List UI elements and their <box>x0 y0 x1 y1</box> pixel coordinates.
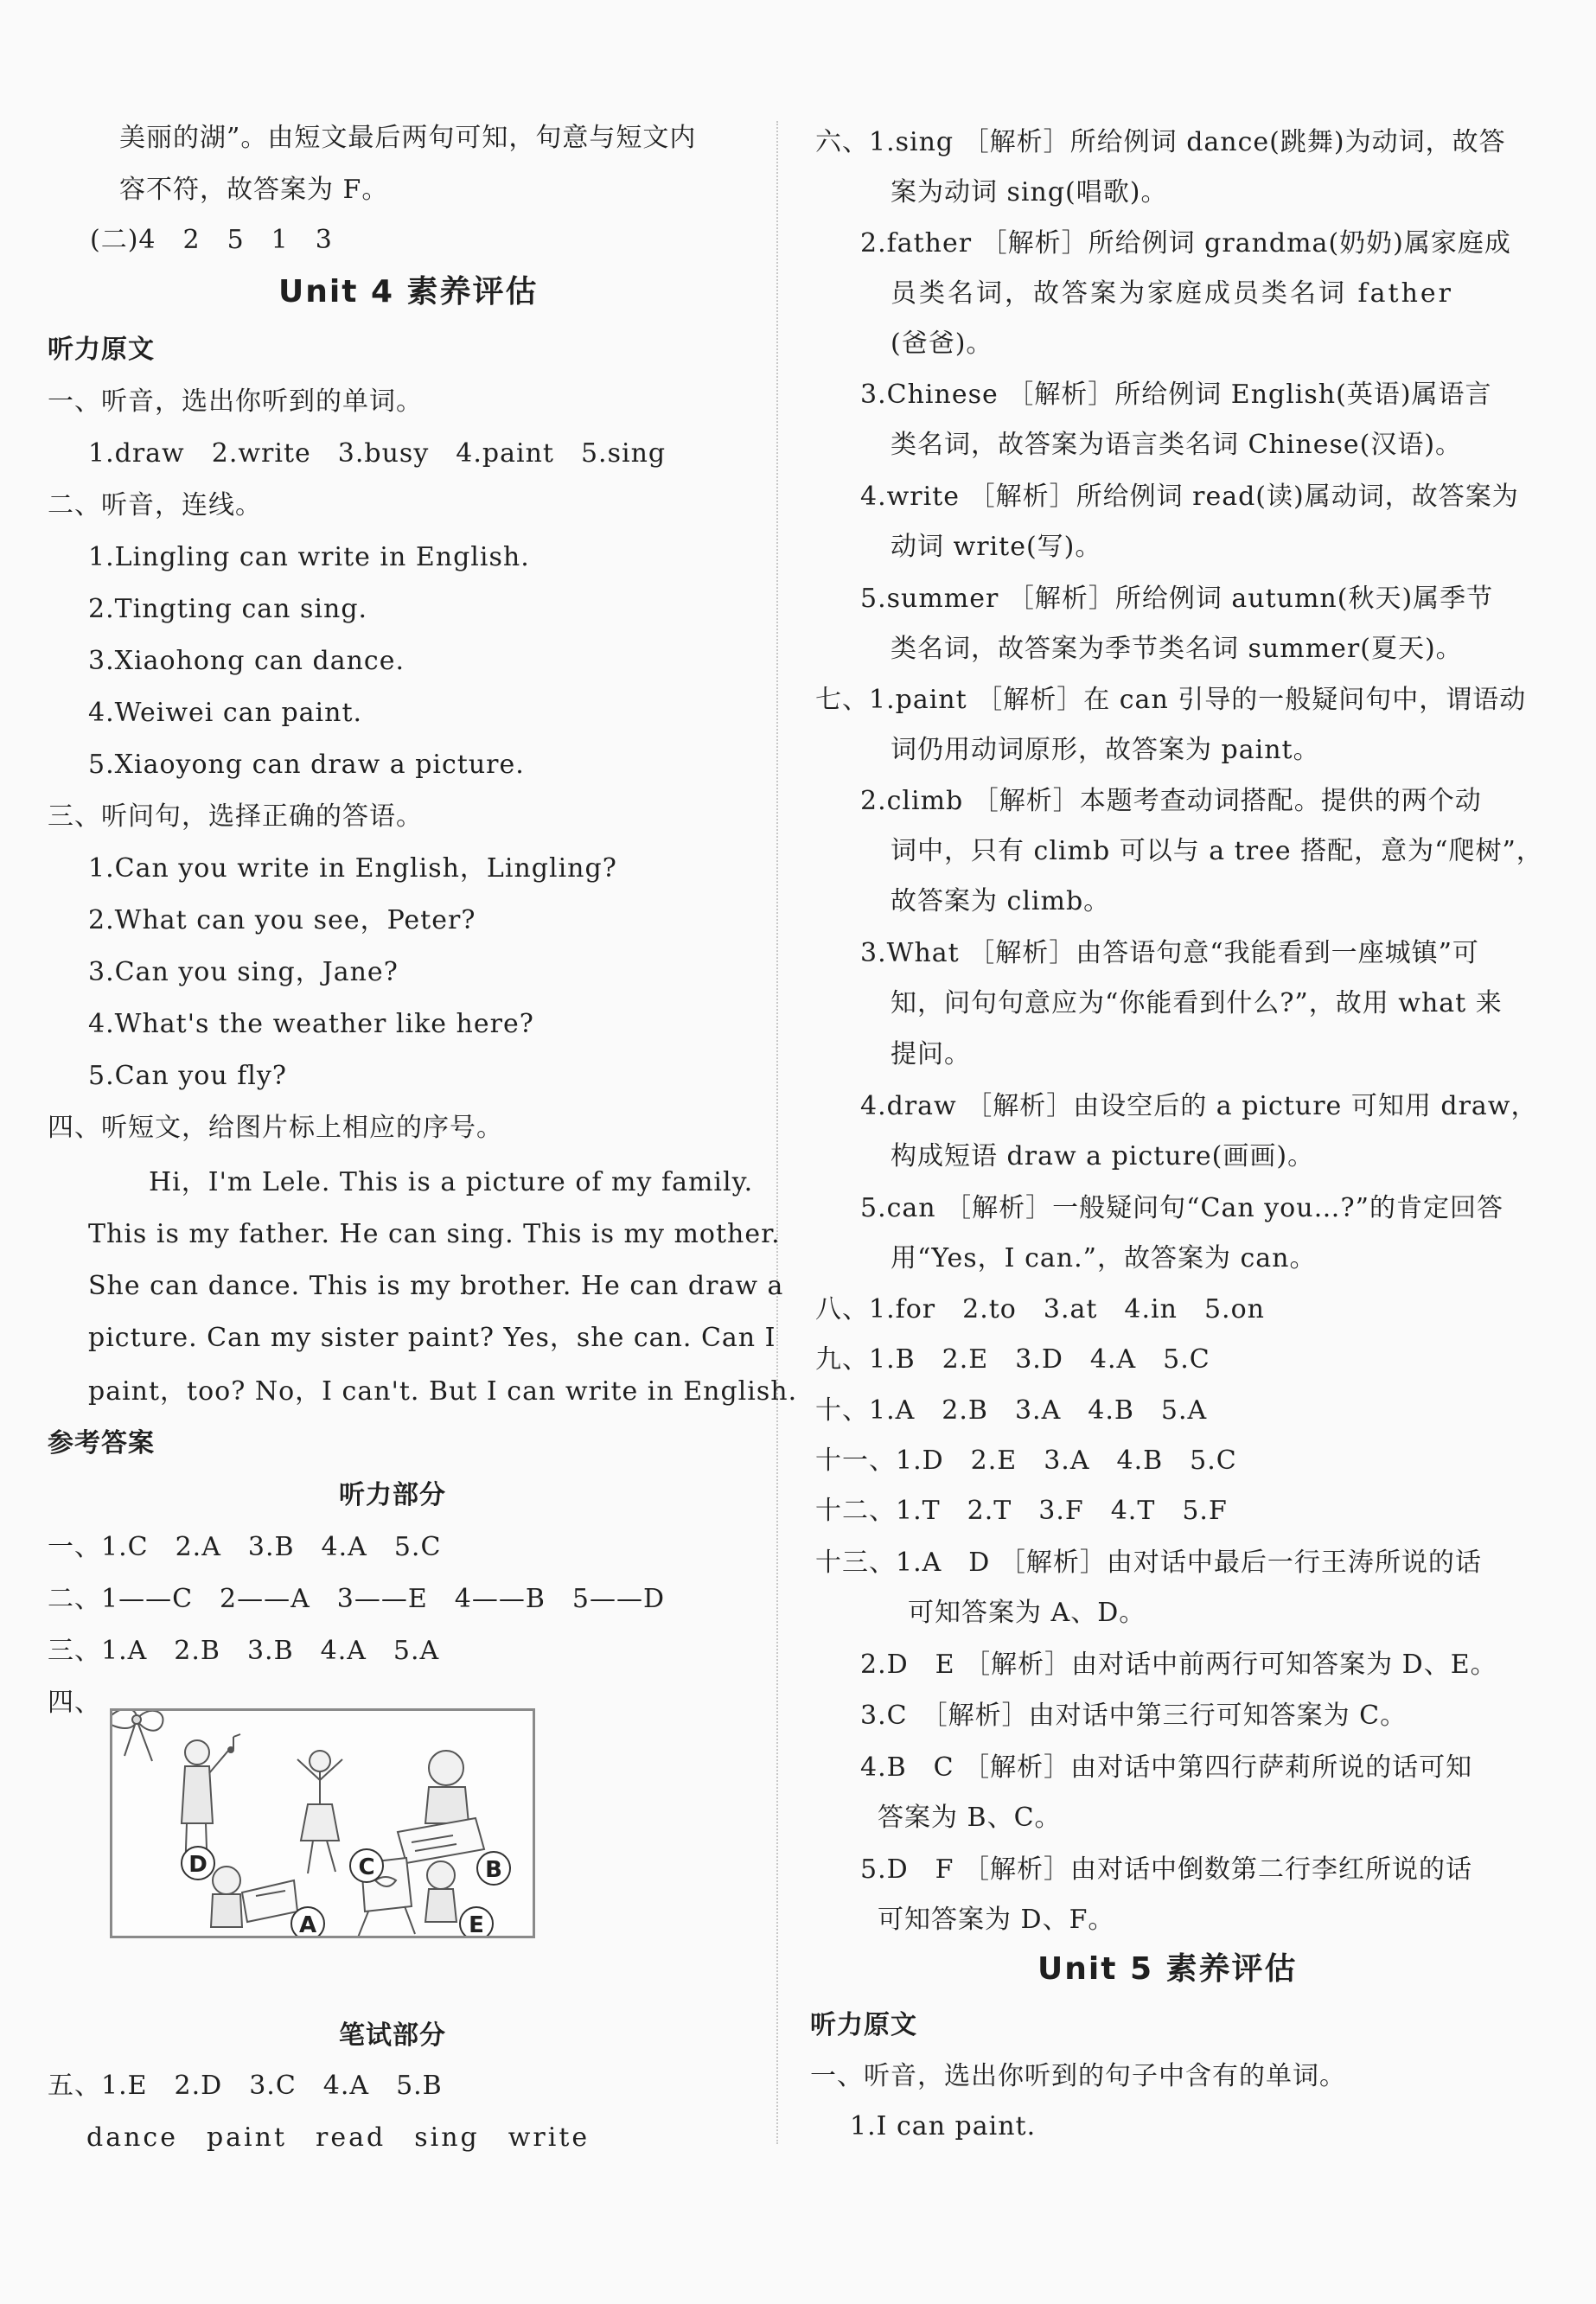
answer-line: 3.C ［解析］由对话中第三行可知答案为 C。 <box>860 1701 1408 1731</box>
list-item: 4.What's the weather like here? <box>88 1009 534 1039</box>
section-title: 一、听音，选出你听到的单词。 <box>48 386 423 417</box>
text-line: (二)4 2 5 1 3 <box>90 225 333 255</box>
sister-painting-figure <box>211 1867 297 1927</box>
answer-line: 类名词，故答案为季节类名词 summer(夏天)。 <box>891 634 1463 664</box>
picture-label-marker <box>291 1907 324 1936</box>
list-item: 3.Can you sing，Jane? <box>88 957 399 987</box>
list-item: 2.Tingting can sing. <box>88 594 368 624</box>
writing-part-heading: 笔试部分 <box>339 2020 446 2051</box>
list-item: 5.Xiaoyong can draw a picture. <box>88 750 525 780</box>
answer-line: 3.Chinese ［解析］所给例词 English(英语)属语言 <box>860 380 1492 410</box>
family-picture-svg <box>112 1711 533 1936</box>
answer-line: 五、1.E 2.D 3.C 4.A 5.B <box>48 2071 443 2101</box>
answer-line: 十三、1.A D ［解析］由对话中最后一行王涛所说的话 <box>815 1548 1482 1578</box>
answer-line: 七、1.paint ［解析］在 can 引导的一般疑问句中，谓语动 <box>815 685 1527 715</box>
answer-line: 词仍用动词原形，故答案为 paint。 <box>891 735 1320 765</box>
answer-line: 八、1.for 2.to 3.at 4.in 5.on <box>815 1294 1265 1324</box>
passage-line: She can dance. This is my brother. He can draw a <box>88 1271 784 1301</box>
answer-line: 构成短语 draw a picture(画画)。 <box>891 1141 1315 1171</box>
column-divider <box>776 121 778 2144</box>
picture-label: B <box>485 1857 502 1883</box>
answer-line: 三、1.A 2.B 3.B 4.A 5.A <box>48 1636 440 1666</box>
answer-line: 5.summer ［解析］所给例词 autumn(秋天)属季节 <box>860 584 1494 614</box>
answer-line: 可知答案为 D、F。 <box>878 1905 1115 1935</box>
ribbon-bow-icon <box>112 1711 163 1761</box>
passage-line: picture. Can my sister paint? Yes，she can. Can I <box>88 1323 776 1353</box>
answer-line: 4.draw ［解析］由设空后的 a picture 可知用 draw， <box>860 1091 1538 1121</box>
picture-label: E <box>469 1912 484 1936</box>
word-bank: dance paint read sing write <box>86 2122 591 2153</box>
text-line: 美丽的湖”。由短文最后两句可知，句意与短文内 <box>119 123 697 153</box>
answer-line: 3.What ［解析］由答语句意“我能看到一座城镇”可 <box>860 938 1479 968</box>
answer-line: 2.D E ［解析］由对话中前两行可知答案为 D、E。 <box>860 1650 1497 1680</box>
answer-line: 十一、1.D 2.E 3.A 4.B 5.C <box>815 1446 1237 1476</box>
text-line: 容不符，故答案为 F。 <box>119 175 389 205</box>
listening-part-heading: 听力部分 <box>339 1480 446 1510</box>
text-line: 1.draw 2.write 3.busy 4.paint 5.sing <box>88 438 667 469</box>
picture-label: D <box>188 1852 207 1878</box>
picture-label-marker <box>182 1847 214 1880</box>
unit5-title: Unit 5 素养评估 <box>1037 1951 1298 1987</box>
section-title: 三、听问句，选择正确的答语。 <box>48 801 423 832</box>
family-picture <box>110 1708 535 1938</box>
answer-line: 2.climb ［解析］本题考查动词搭配。提供的两个动 <box>860 786 1482 816</box>
list-item: 3.Xiaohong can dance. <box>88 646 405 676</box>
answer-line: 4.B C ［解析］由对话中第四行萨莉所说的话可知 <box>860 1752 1473 1783</box>
answer-line: 5.can ［解析］一般疑问句“Can you…?”的肯定回答 <box>860 1193 1503 1223</box>
answer-line: 动词 write(写)。 <box>891 532 1102 562</box>
answer-line: 知，问句句意应为“你能看到什么?”，故用 what 来 <box>891 988 1503 1018</box>
list-item: 1.I can paint. <box>850 2111 1037 2141</box>
section-title: 一、听音，选出你听到的句子中含有的单词。 <box>810 2061 1346 2091</box>
section-title: 四、听短文，给图片标上相应的序号。 <box>48 1113 503 1143</box>
answer-line: 可知答案为 A、D。 <box>908 1598 1146 1628</box>
answer-line: 4.write ［解析］所给例词 read(读)属动词，故答案为 <box>860 482 1519 512</box>
answer-line: 一、1.C 2.A 3.B 4.A 5.C <box>48 1532 442 1562</box>
picture-label-marker <box>350 1849 383 1882</box>
list-item: 2.What can you see，Peter? <box>88 905 476 935</box>
list-item: 1.Can you write in English，Lingling? <box>88 853 617 884</box>
passage-line: paint，too? No，I can't. But I can write in English. <box>88 1376 798 1407</box>
answer-line: 词中，只有 climb 可以与 a tree 搭配，意为“爬树”， <box>891 836 1543 866</box>
answer-line: 案为动词 sing(唱歌)。 <box>891 177 1168 207</box>
list-item: 5.Can you fly? <box>88 1061 287 1091</box>
answer-line: 类名词，故答案为语言类名词 Chinese(汉语)。 <box>891 430 1463 460</box>
brother-drawing-figure <box>398 1751 484 1863</box>
answer-line: 四、 <box>48 1688 101 1718</box>
picture-label-marker <box>460 1907 493 1936</box>
passage-line: Hi，I'm Lele. This is a picture of my family. <box>149 1167 754 1197</box>
list-item: 1.Lingling can write in English. <box>88 542 530 572</box>
answer-line: 六、1.sing ［解析］所给例词 dance(跳舞)为动词，故答 <box>815 127 1506 157</box>
listening-text-heading: 听力原文 <box>810 2010 917 2040</box>
picture-label: A <box>298 1912 317 1936</box>
answer-line: 二、1——C 2——A 3——E 4——B 5——D <box>48 1584 666 1614</box>
picture-label-marker <box>477 1852 510 1885</box>
answer-line: 九、1.B 2.E 3.D 4.A 5.C <box>815 1344 1210 1375</box>
passage-line: This is my father. He can sing. This is my mother. <box>88 1219 781 1249</box>
answer-line: 十二、1.T 2.T 3.F 4.T 5.F <box>815 1496 1228 1526</box>
picture-label: C <box>358 1854 375 1880</box>
listening-text-heading: 听力原文 <box>48 335 155 365</box>
answer-line: 员类名词，故答案为家庭成员类名词 father <box>891 278 1453 309</box>
answer-line: 2.father ［解析］所给例词 grandma(奶奶)属家庭成 <box>860 228 1511 258</box>
section-title: 二、听音，连线。 <box>48 490 262 520</box>
list-item: 4.Weiwei can paint. <box>88 698 363 728</box>
answer-line: 提问。 <box>891 1039 971 1069</box>
mother-dancing-figure <box>297 1751 342 1873</box>
answer-line: 用“Yes，I can.”，故答案为 can。 <box>891 1243 1317 1273</box>
answer-line: 故答案为 climb。 <box>891 886 1111 916</box>
answer-line: 十、1.A 2.B 3.A 4.B 5.A <box>815 1395 1208 1426</box>
answers-heading: 参考答案 <box>48 1428 155 1458</box>
answer-line: (爸爸)。 <box>891 329 993 359</box>
answer-line: 5.D F ［解析］由对话中倒数第二行李红所说的话 <box>860 1854 1473 1885</box>
answer-line: 答案为 B、C。 <box>878 1803 1062 1833</box>
unit4-title: Unit 4 素养评估 <box>278 274 539 310</box>
